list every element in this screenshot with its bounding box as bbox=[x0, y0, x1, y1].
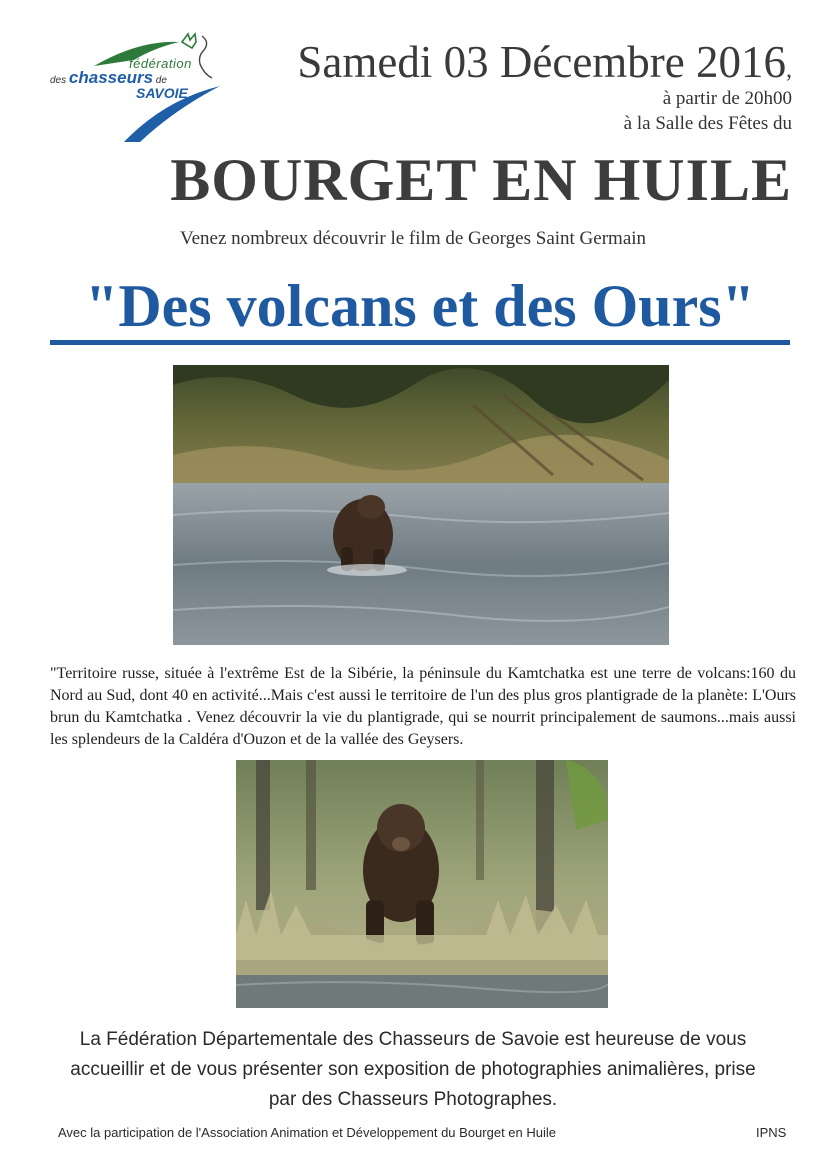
federation-message bbox=[60, 1025, 766, 1115]
event-time: à partir de 20h00 bbox=[662, 88, 792, 109]
event-date bbox=[297, 36, 792, 88]
logo-text-savoie: SAVOIE bbox=[136, 85, 188, 101]
title-underline bbox=[50, 340, 790, 345]
event-venue: à la Salle des Fêtes du bbox=[623, 113, 792, 134]
bear-river-photo bbox=[173, 365, 669, 645]
ipns-mark: IPNS bbox=[756, 1125, 787, 1140]
logo-text-chasseurs-main: chasseurs bbox=[68, 68, 154, 87]
deer-swoosh-logo-icon bbox=[44, 30, 224, 148]
logo-text-des: des bbox=[50, 75, 69, 86]
logo-text-de: de bbox=[153, 75, 167, 86]
participation-credit: Avec la participation de l'Association Animation et Développement du Bourget en Huile bbox=[58, 1125, 556, 1140]
event-date-text: Samedi 03 Décembre 2016 bbox=[297, 37, 786, 87]
film-title: "Des volcans et des Ours" bbox=[85, 273, 755, 339]
logo-text-federation: fédération bbox=[129, 56, 192, 71]
federation-message-line3: par des Chasseurs Photographes. bbox=[268, 1089, 558, 1110]
event-date-comma: , bbox=[786, 57, 792, 83]
bear-grass-photo bbox=[236, 760, 608, 1008]
invite-line: Venez nombreux découvrir le film de Georges Saint Germain bbox=[179, 228, 647, 249]
federation-message-line2: accueillir et de vous présenter son exposition de photographies animalières, prise bbox=[70, 1059, 756, 1080]
federation-logo bbox=[44, 30, 224, 148]
federation-message-line1: La Fédération Départementale des Chasseurs de Savoie est heureuse de vous bbox=[79, 1029, 747, 1050]
film-description: "Territoire russe, située à l'extrême Est de la Sibérie, la péninsule du Kamtchatka est une terre de volcans:160 du Nord au Sud, dont 40 en activité...Mais c'est aussi le territoire de l'un des plus gros plantigrade de la planète: L'Ours brun du Kamtchatka . Venez découvrir la vie du plantigrade, qui se nourrit principalement de saumons...mais aussi les splendeurs de la Caldéra d'Ouzon et de la vallée des Geysers. bbox=[50, 665, 796, 748]
event-town: BOURGET EN HUILE bbox=[170, 147, 792, 213]
